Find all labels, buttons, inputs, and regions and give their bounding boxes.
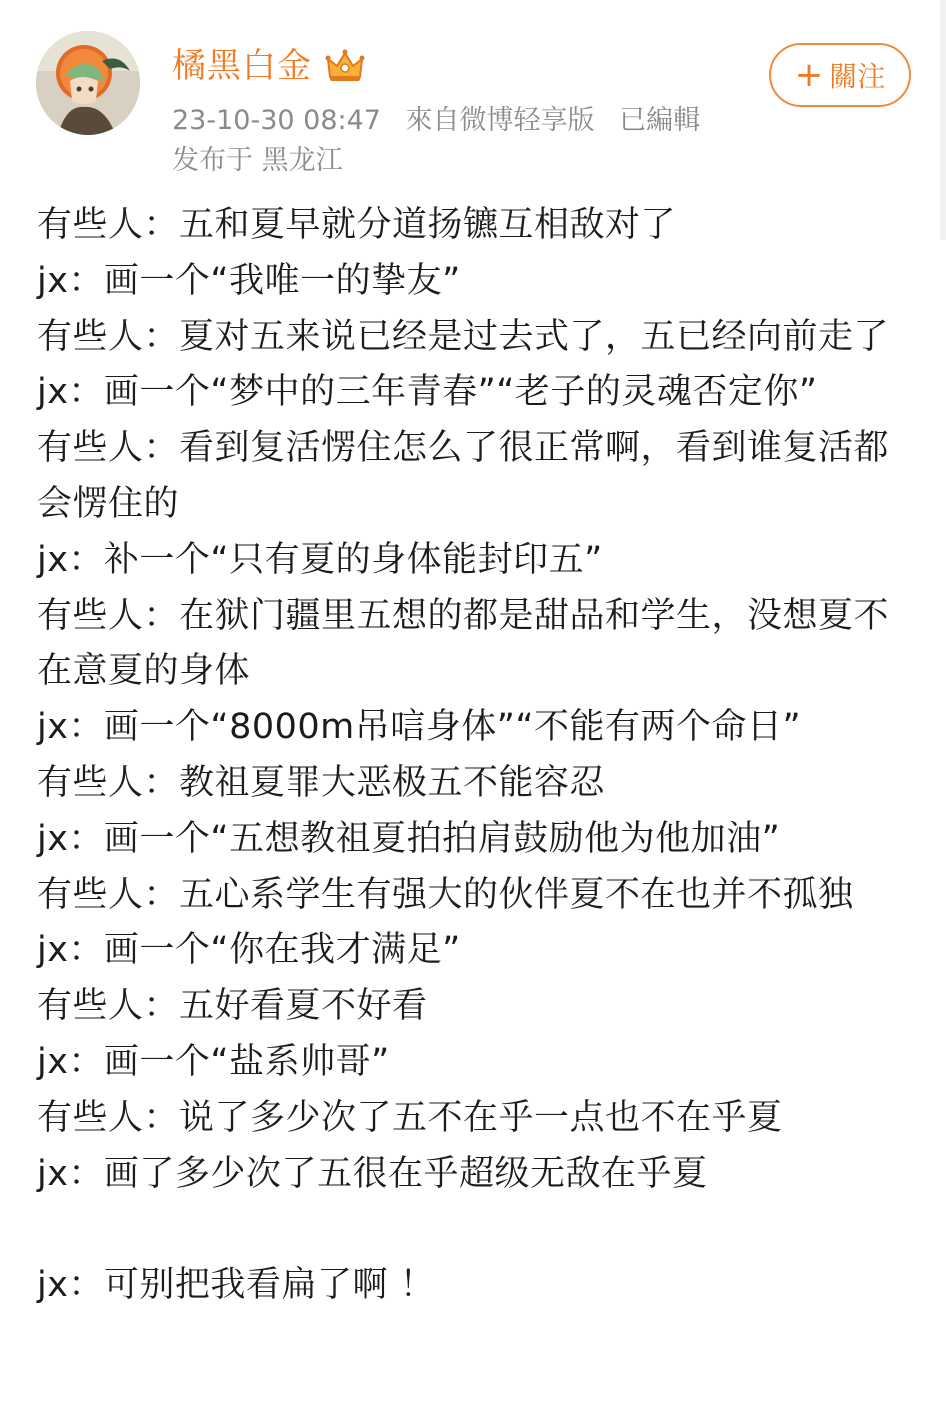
follow-label: 關注	[829, 60, 886, 93]
post-line: 有些人：五好看夏不好看	[37, 986, 428, 1027]
avatar[interactable]	[36, 31, 140, 135]
post-location: 发布于 黑龙江	[172, 145, 343, 176]
post-line: jx：补一个“只有夏的身体能封印五”	[37, 539, 603, 580]
name-row	[172, 40, 700, 92]
user-meta	[172, 40, 700, 180]
post-line: 有些人：教祖夏罪大恶极五不能容忍	[37, 762, 606, 803]
post-line: jx：画一个“五想教祖夏拍拍肩鼓励他为他加油”	[37, 818, 781, 859]
username[interactable]: 橘黑白金	[172, 46, 312, 86]
post-line: 有些人：夏对五来说已经是过去式了，五已经向前走了	[37, 316, 890, 357]
post-source[interactable]: 來自微博轻享版	[405, 105, 595, 136]
post-line: 有些人：说了多少次了五不在乎一点也不在乎夏	[37, 1097, 783, 1138]
post-line: jx：画一个“我唯一的挚友”	[37, 260, 461, 301]
post-line: 有些人：五和夏早就分道扬镳互相敌对了	[37, 205, 677, 245]
post-body	[37, 198, 909, 1314]
post-line: 有些人：在狱门疆里五想的都是甜品和学生，没想夏不在意夏的身体	[37, 595, 890, 692]
post-header	[0, 0, 946, 190]
post-line: jx：画一个“盐系帅哥”	[37, 1041, 390, 1082]
avatar-image	[36, 31, 140, 135]
post-line: jx：画了多少次了五很在乎超级无敌在乎夏	[37, 1153, 708, 1194]
post-line: jx：画一个“梦中的三年青春”“老子的灵魂否定你”	[37, 372, 818, 413]
edited-tag[interactable]: 已編輯	[619, 105, 701, 136]
post-line: 有些人：五心系学生有强大的伙伴夏不在也并不孤独	[37, 874, 854, 915]
post-line: jx：画一个“8000m吊唁身体”“不能有两个命日”	[37, 707, 802, 748]
plus-icon: +	[794, 55, 824, 95]
post-meta	[172, 102, 700, 140]
post-timestamp: 23-10-30 08:47	[172, 105, 381, 136]
post-line: jx：可别把我看扁了啊 ！	[37, 1265, 436, 1306]
post-line: 有些人：看到复活愣住怎么了很正常啊，看到谁复活都会愣住的	[37, 428, 890, 524]
post-line: jx：画一个“你在我才满足”	[37, 930, 461, 971]
follow-button[interactable]	[769, 43, 911, 107]
blank-line	[37, 1202, 909, 1258]
crown-badge-icon[interactable]	[324, 47, 366, 85]
